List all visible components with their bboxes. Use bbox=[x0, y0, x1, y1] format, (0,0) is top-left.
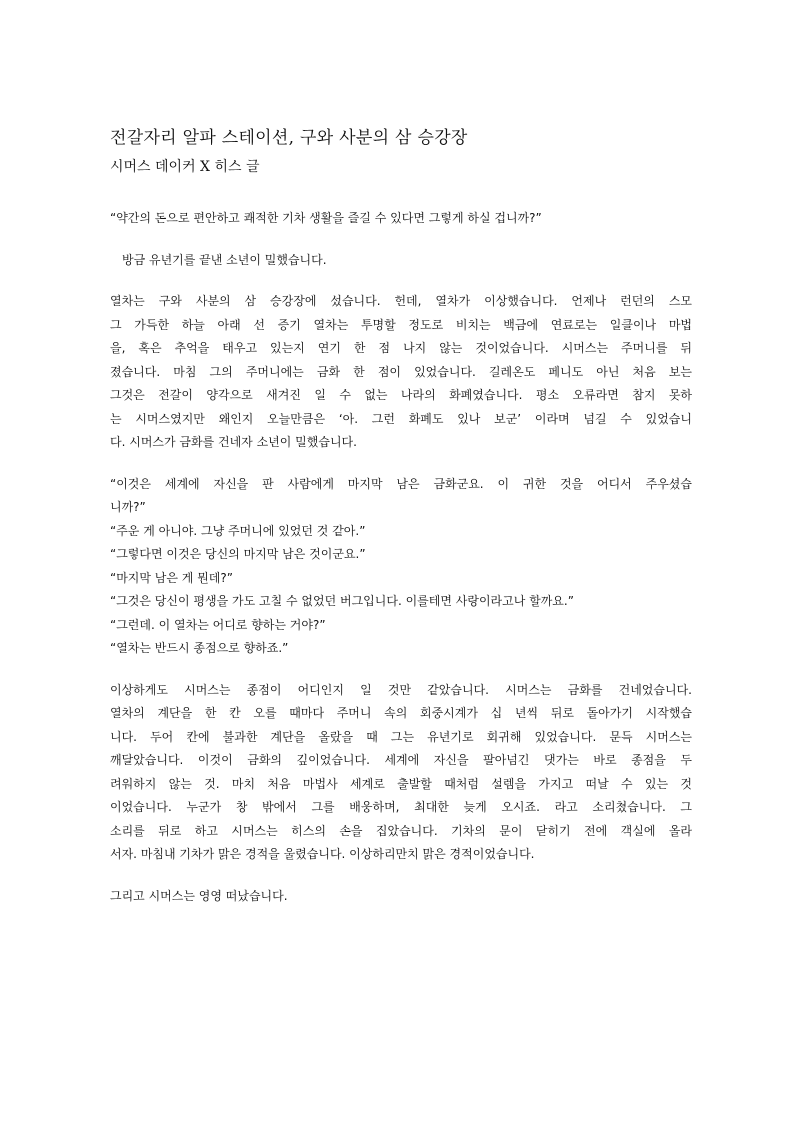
dialogue-line: “열차는 반드시 종점으로 향하죠.” bbox=[110, 641, 289, 655]
narration-line: 방금 유년기를 끝낸 소년이 밀했습니다. bbox=[122, 252, 327, 267]
dialogue-line: 니까?” bbox=[110, 500, 146, 514]
closing-line: 그리고 시머스는 영영 떠났습니다. bbox=[110, 888, 288, 903]
document-title: 전갈자리 알파 스테이션, 구와 사분의 삼 승강장 bbox=[110, 128, 468, 148]
document-page bbox=[110, 126, 692, 908]
paragraph-line: 다. 시머스가 금화를 건네자 소년이 밀했습니다. bbox=[110, 435, 357, 449]
paragraph-2 bbox=[110, 679, 692, 867]
document-author: 시머스 데이커 X 히스 글 bbox=[110, 159, 260, 175]
paragraph-line: 졌습니다. 마침 그의 주머니에는 금화 한 점이 있었습니다. 길레온도 페니도 아닌 처음 보는 bbox=[110, 364, 692, 379]
dialogue-line: “그렇다면 이것은 당신의 마지막 남은 것이군요.” bbox=[110, 547, 366, 561]
paragraph-line: 열차는 구와 사분의 삼 승강장에 섰습니다. 헌데, 열차가 이상했습니다. 언제나 런던의 스모 bbox=[110, 294, 692, 308]
dialogue-line: “그것은 당신이 평생을 가도 고칠 수 없었던 버그입니다. 이를테면 사랑이라고나 할까요.” bbox=[110, 594, 574, 608]
paragraph-line: 이었습니다. 누군가 창 밖에서 그를 배웅하며, 최대한 늦게 오시죠. 라고 소리쳤습니다. 그 bbox=[110, 800, 692, 814]
paragraph-line: 서자. 마침내 기차가 맑은 경적을 울렸습니다. 이상하리만치 맑은 경적이었습니다. bbox=[110, 847, 535, 861]
paragraph-line: 그 가득한 하늘 아래 선 증기 열차는 투명할 정도로 비치는 백금에 연료로는 일클이나 마법 bbox=[110, 317, 692, 332]
paragraph-line: 소리를 뒤로 하고 시머스는 히스의 손을 집았습니다. 기차의 문이 닫히기 전에 객실에 올라 bbox=[110, 823, 692, 838]
paragraph-line: 그것은 전갈이 양각으로 새겨진 일 수 없는 나라의 화폐였습니다. 평소 오류라면 참지 못하 bbox=[110, 388, 692, 402]
paragraph-line: 는 시머스였지만 왜인지 오늘만큼은 ‘아. 그런 화폐도 있나 보군’ 이라며 넘길 수 있었습니 bbox=[110, 411, 692, 426]
paragraph-line: 열차의 계단을 한 칸 오를 때마다 주머니 속의 회중시계가 십 년씩 뒤로 돌아가기 시작했습 bbox=[110, 706, 692, 720]
dialogue-line: “마지막 남은 게 뭔데?” bbox=[110, 570, 233, 585]
dialogue-block bbox=[110, 473, 692, 661]
paragraph-line: 니다. 두어 칸에 불과한 계단을 올랐을 때 그는 유년기로 회귀해 있었습니다. 문득 시머스는 bbox=[110, 729, 692, 744]
paragraph-line: 을, 혹은 추억을 태우고 있는지 연기 한 점 나지 않는 것이었습니다. 시머스는 주머니를 뒤 bbox=[110, 341, 692, 355]
dialogue-line: “주운 게 아니야. 그냥 주머니에 있었던 것 같아.” bbox=[110, 523, 366, 538]
paragraph-line: 깨달았습니다. 이것이 금화의 깊이었습니다. 세계에 자신을 팔아넘긴 댓가는 바로 종점을 두 bbox=[110, 753, 692, 767]
dialogue-line: “이것은 세계에 자신을 판 사람에게 마지막 남은 금화군요. 이 귀한 것을 어디서 주우셨습 bbox=[110, 476, 692, 491]
dialogue-line: “그런데. 이 열차는 어디로 향하는 거야?” bbox=[110, 617, 326, 632]
paragraph-line: 이상하게도 시머스는 종점이 어디인지 일 것만 같았습니다. 시머스는 금화를 건네었습니다. bbox=[110, 682, 692, 697]
opening-quote: “약간의 돈으로 편안하고 쾌적한 기차 생활을 즐길 수 있다면 그렇게 하실 겁니까?” bbox=[110, 211, 542, 225]
paragraph-line: 려워하지 않는 것. 마치 처음 마법사 세계로 출발할 때처럼 설렘을 가지고 떠날 수 있는 것 bbox=[110, 776, 692, 791]
paragraph-1 bbox=[110, 290, 692, 455]
